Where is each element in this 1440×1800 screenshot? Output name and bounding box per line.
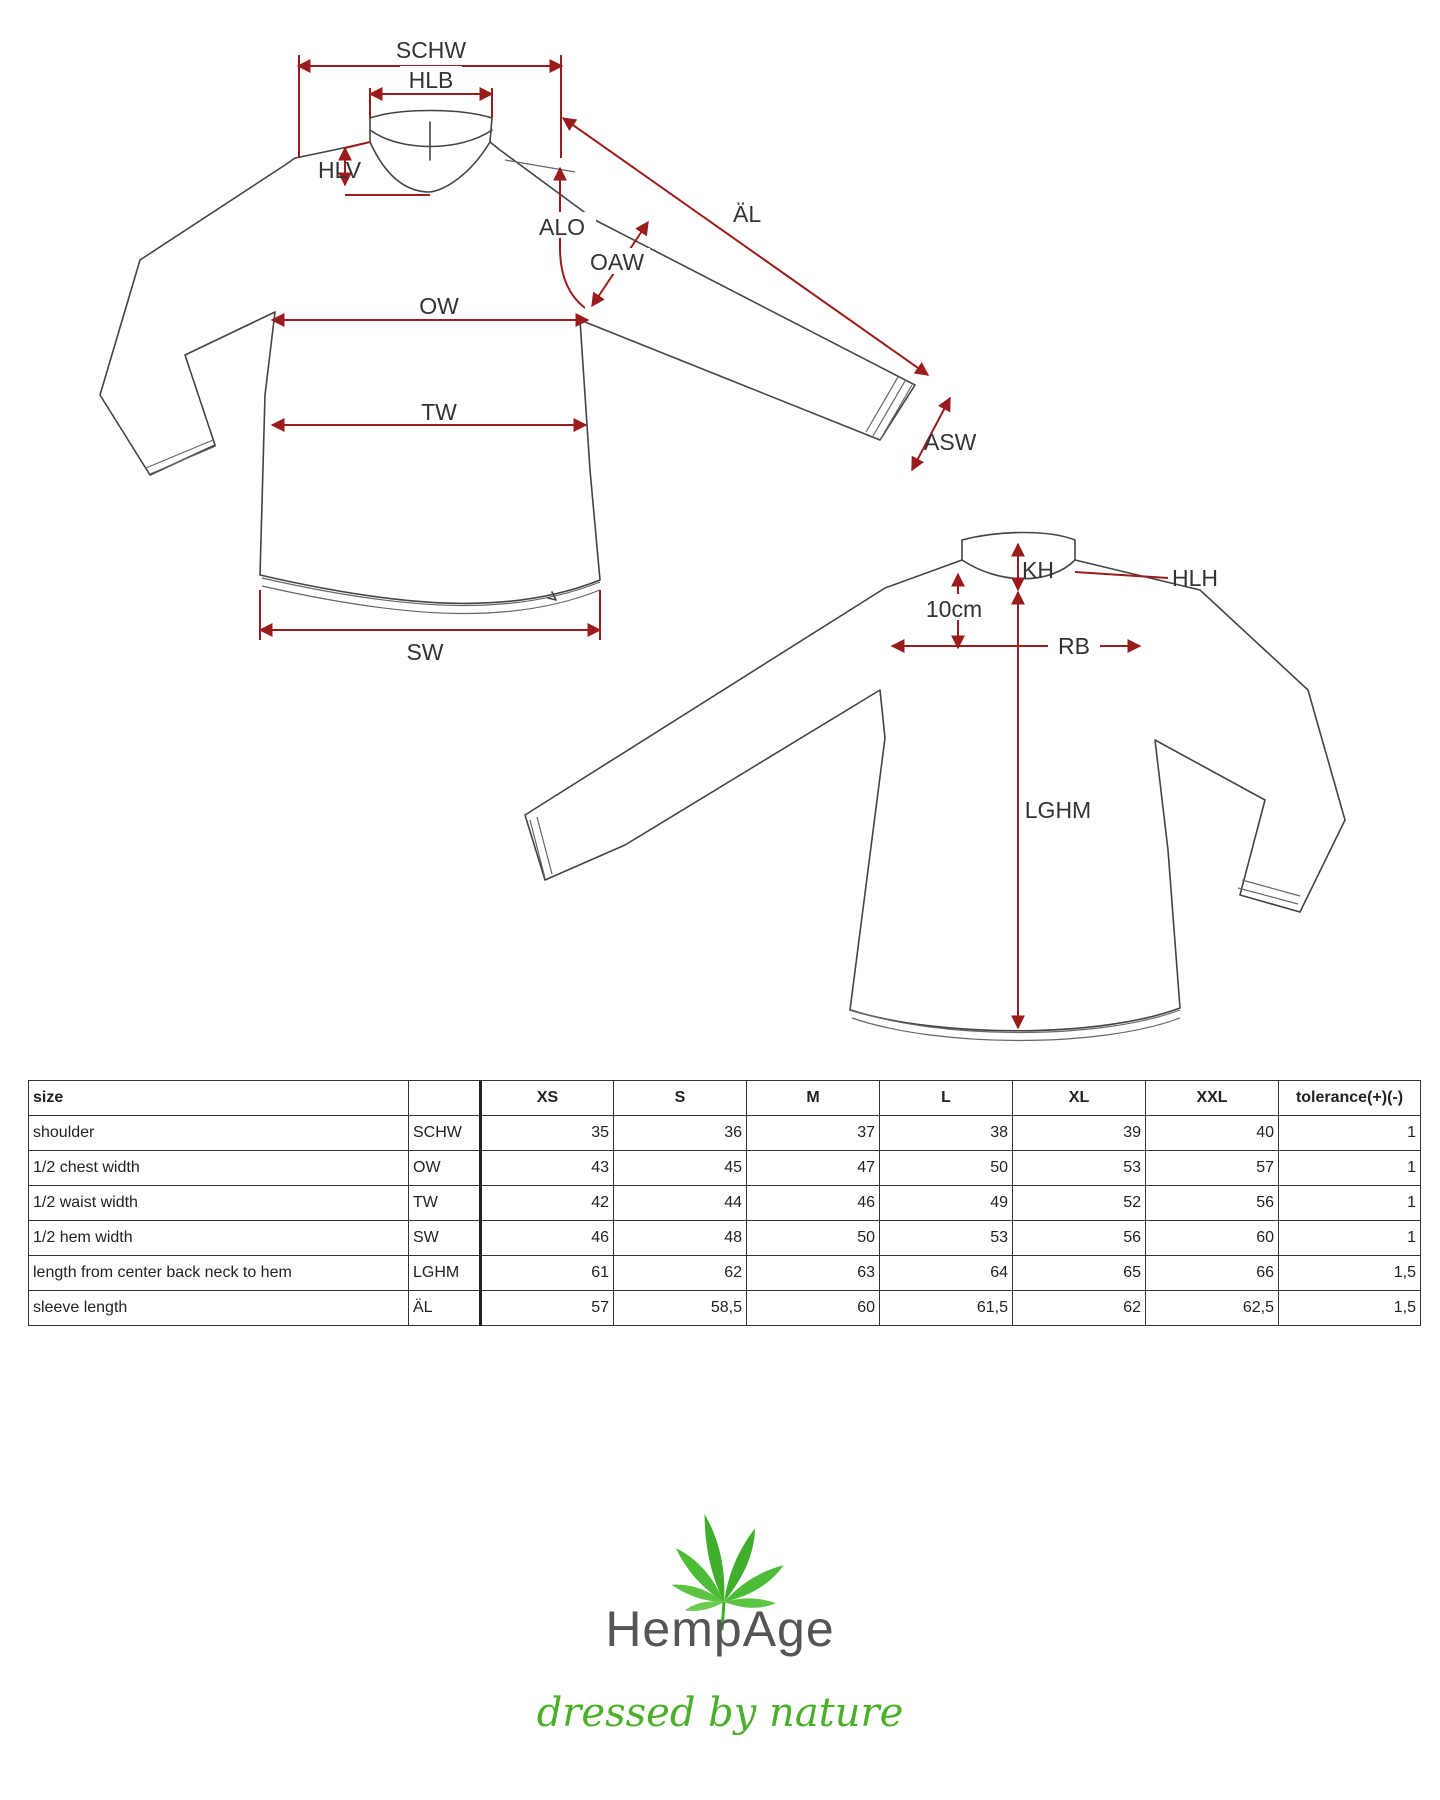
- measurement-value: 57: [1146, 1151, 1279, 1186]
- measurement-value: 57: [481, 1291, 614, 1326]
- label-kh: KH: [1022, 557, 1054, 583]
- label-asw: ASW: [924, 429, 977, 455]
- measurement-value: 53: [880, 1221, 1013, 1256]
- measurement-value: 37: [747, 1116, 880, 1151]
- measurement-code: SW: [409, 1221, 481, 1256]
- measurement-value: 61: [481, 1256, 614, 1291]
- measurement-value: 63: [747, 1256, 880, 1291]
- label-10cm: 10cm: [925, 596, 983, 622]
- measurement-name: length from center back neck to hem: [29, 1256, 409, 1291]
- measurement-value: 62,5: [1146, 1291, 1279, 1326]
- measurement-value: 42: [481, 1186, 614, 1221]
- label-oaw: OAW: [589, 249, 645, 275]
- label-ow: OW: [419, 293, 459, 319]
- measurement-value: 61,5: [880, 1291, 1013, 1326]
- measurement-value: 39: [1013, 1116, 1146, 1151]
- measurement-code: LGHM: [409, 1256, 481, 1291]
- measurement-value: 49: [880, 1186, 1013, 1221]
- measurement-value: 66: [1146, 1256, 1279, 1291]
- front-view-shirt: [100, 111, 915, 614]
- measurement-name: sleeve length: [29, 1291, 409, 1326]
- table-header-cell: L: [880, 1081, 1013, 1116]
- table-header-row: [29, 1081, 1421, 1116]
- measurement-value: 62: [614, 1256, 747, 1291]
- table-row: [29, 1221, 1421, 1256]
- label-sw: SW: [406, 639, 444, 665]
- measurement-value: 47: [747, 1151, 880, 1186]
- label-alo: ALO: [538, 214, 586, 240]
- measurement-value: 46: [481, 1221, 614, 1256]
- measurement-code: OW: [409, 1151, 481, 1186]
- measurement-value: 44: [614, 1186, 747, 1221]
- table-row: [29, 1151, 1421, 1186]
- measurement-value: 40: [1146, 1116, 1279, 1151]
- measurement-value: 43: [481, 1151, 614, 1186]
- size-table: [28, 1080, 1421, 1326]
- measurement-name: shoulder: [29, 1116, 409, 1151]
- label-tw: TW: [421, 399, 457, 425]
- label-hlv: HLV: [318, 157, 362, 183]
- measurement-name: 1/2 hem width: [29, 1221, 409, 1256]
- measurement-value: 38: [880, 1116, 1013, 1151]
- brand-name: HempAge: [605, 1601, 835, 1657]
- label-hlb: HLB: [408, 67, 454, 93]
- table-header-cell: size: [29, 1081, 409, 1116]
- measurement-code: TW: [409, 1186, 481, 1221]
- tolerance-value: 1: [1279, 1151, 1421, 1186]
- table-header-cell: S: [614, 1081, 747, 1116]
- tolerance-value: 1,5: [1279, 1256, 1421, 1291]
- table-row: [29, 1186, 1421, 1221]
- measurement-value: 62: [1013, 1291, 1146, 1326]
- label-schw: SCHW: [395, 37, 467, 63]
- table-header-cell: [409, 1081, 481, 1116]
- measurement-value: 64: [880, 1256, 1013, 1291]
- measurement-value: 65: [1013, 1256, 1146, 1291]
- measurement-name: 1/2 waist width: [29, 1186, 409, 1221]
- label-rb: RB: [1058, 633, 1090, 659]
- label-al: ÄL: [733, 201, 762, 227]
- table-row: [29, 1116, 1421, 1151]
- table-header-cell: XXL: [1146, 1081, 1279, 1116]
- measurement-value: 48: [614, 1221, 747, 1256]
- measurement-value: 60: [1146, 1221, 1279, 1256]
- measurement-name: 1/2 chest width: [29, 1151, 409, 1186]
- tolerance-value: 1: [1279, 1116, 1421, 1151]
- table-row: [29, 1291, 1421, 1326]
- tolerance-value: 1: [1279, 1186, 1421, 1221]
- measurement-value: 36: [614, 1116, 747, 1151]
- table-row: [29, 1256, 1421, 1291]
- table-header-cell: XS: [481, 1081, 614, 1116]
- table-header-cell: tolerance(+)(-): [1279, 1081, 1421, 1116]
- tolerance-value: 1,5: [1279, 1291, 1421, 1326]
- measurement-value: 56: [1013, 1221, 1146, 1256]
- tolerance-value: 1: [1279, 1221, 1421, 1256]
- measurement-value: 60: [747, 1291, 880, 1326]
- dimension-labels: [318, 36, 1218, 823]
- label-lghm: LGHM: [1024, 797, 1092, 823]
- measurement-value: 35: [481, 1116, 614, 1151]
- label-hlh: HLH: [1172, 565, 1219, 591]
- table-header-cell: XL: [1013, 1081, 1146, 1116]
- brand-tagline: dressed by nature: [536, 1690, 904, 1736]
- measurement-value: 50: [747, 1221, 880, 1256]
- measurement-value: 56: [1146, 1186, 1279, 1221]
- measurement-value: 45: [614, 1151, 747, 1186]
- measurement-value: 50: [880, 1151, 1013, 1186]
- measurement-value: 58,5: [614, 1291, 747, 1326]
- measurement-code: SCHW: [409, 1116, 481, 1151]
- front-dimension-arrows: [260, 55, 950, 640]
- measurement-value: 53: [1013, 1151, 1146, 1186]
- table-header-cell: M: [747, 1081, 880, 1116]
- measurement-value: 52: [1013, 1186, 1146, 1221]
- measurement-code: ÄL: [409, 1291, 481, 1326]
- measurement-value: 46: [747, 1186, 880, 1221]
